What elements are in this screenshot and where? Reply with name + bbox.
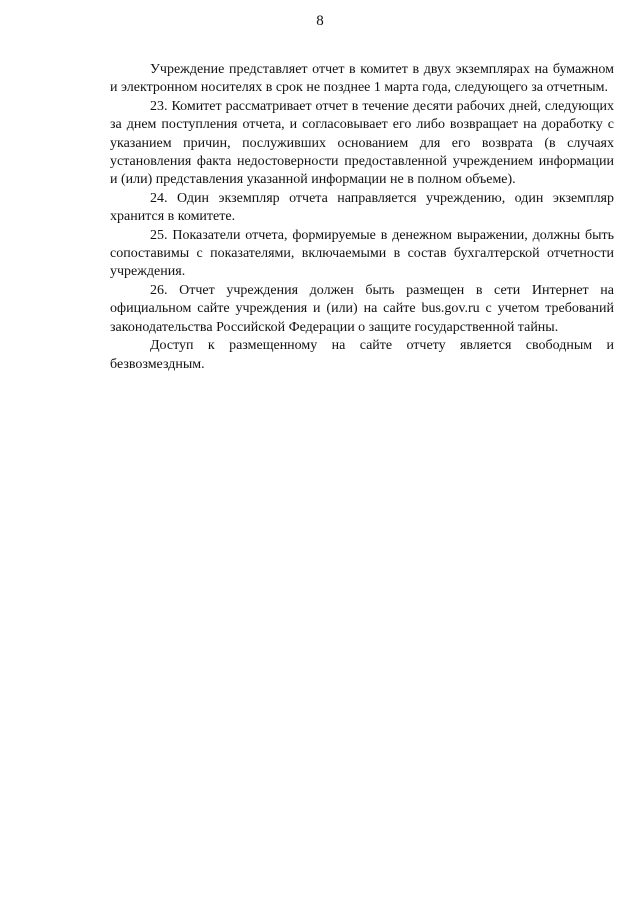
paragraph-26-publication: 26. Отчет учреждения должен быть размещен в сети Интернет на официальном сайте учреждения и (или) на сайте bus.gov.ru с учетом требований законодательства Российской Федерации о защите государственной тайны. bbox=[110, 282, 614, 335]
paragraph-report-submission: Учреждение представляет отчет в комитет в двух экземплярах на бумажном и электронном носителях в срок не позднее 1 марта года, следующего за отчетным. bbox=[110, 62, 614, 96]
paragraph-access: Доступ к размещенному на сайте отчету является свободным и безвозмездным. bbox=[110, 338, 614, 372]
paragraph-23-review: 23. Комитет рассматривает отчет в течение десяти рабочих дней, следующих за днем поступления отчета, и согласовывает его либо возвращает на доработку с указанием причин, послуживших основанием для его возврата (в случаях установления факта недостоверности предоставленной учреждением информации и (или) представления указанной информации не в полном объеме). bbox=[110, 98, 614, 188]
paragraph-24-copies: 24. Один экземпляр отчета направляется учреждению, один экземпляр хранится в комитете. bbox=[110, 190, 614, 225]
paragraph-25-indicators: 25. Показатели отчета, формируемые в денежном выражении, должны быть сопоставимы с показателями, включаемыми в состав бухгалтерской отчетности учреждения. bbox=[110, 227, 614, 280]
document-body bbox=[110, 61, 614, 374]
page-number: 8 bbox=[316, 13, 324, 29]
